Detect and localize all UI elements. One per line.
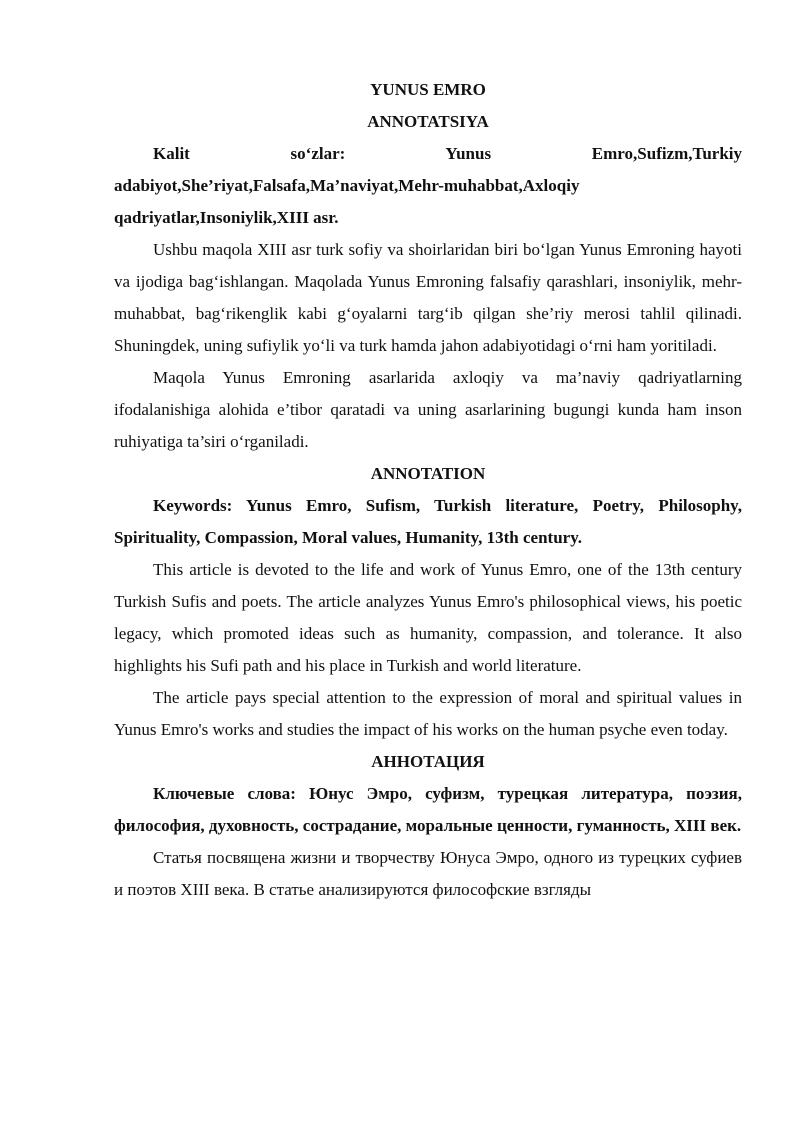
abstract-uzbek-paragraph-1: Ushbu maqola XIII asr turk sofiy va shoirlaridan biri bo‘lgan Yunus Emroning hayoti va ijodiga bag‘ishlangan. Maqolada Yunus Emroning falsafiy qarashlari, insoniylik, mehr-muhabbat, bag‘rikenglik kabi g‘oyalarni targ‘ib qilgan she’riy merosi tahlil qilinadi. Shuningdek, uning sufiylik yo‘li va turk hamda jahon adabiyotidagi o‘rni ham yoritiladi. <box>114 240 742 355</box>
heading-annotatsiya-russian: АННОТАЦИЯ <box>371 752 485 771</box>
document-title: YUNUS EMRO <box>370 80 486 99</box>
keywords-english: Keywords: Yunus Emro, Sufism, Turkish literature, Poetry, Philosophy, Spirituality, Compassion, Moral values, Humanity, 13th century. <box>114 496 742 547</box>
heading-annotatsiya: ANNOTATSIYA <box>367 112 489 131</box>
heading-annotation: ANNOTATION <box>370 464 486 483</box>
keywords-uzbek: Kalit so‘zlar: Yunus Emro,Sufizm,Turkiy adabiyot,She’riyat,Falsafa,Ma’naviyat,Mehr-muhabbat,Axloqiy qadriyatlar,Insoniylik,XIII asr. <box>114 144 742 227</box>
abstract-english-paragraph-2: The article pays special attention to the expression of moral and spiritual values in Yunus Emro's works and studies the impact of his works on the human psyche even today. <box>114 688 742 739</box>
keywords-russian: Ключевые слова: Юнус Эмро, суфизм, турецкая литература, поэзия, философия, духовность, сострадание, моральные ценности, гуманность, XIII век. <box>114 784 742 835</box>
abstract-uzbek-paragraph-2: Maqola Yunus Emroning asarlarida axloqiy va ma’naviy qadriyatlarning ifodalanishiga alohida e’tibor qaratadi va uning asarlarining bugungi kunda ham inson ruhiyatiga ta’siri o‘rganiladi. <box>114 368 742 451</box>
abstract-english-paragraph-1: This article is devoted to the life and work of Yunus Emro, one of the 13th century Turkish Sufis and poets. The article analyzes Yunus Emro's philosophical views, his poetic legacy, which promoted ideas such as humanity, compassion, and tolerance. It also highlights his Sufi path and his place in Turkish and world literature. <box>114 560 742 675</box>
abstract-russian-paragraph-1: Статья посвящена жизни и творчеству Юнуса Эмро, одного из турецких суфиев и поэтов XIII века. В статье анализируются философские взгляды <box>114 848 742 899</box>
